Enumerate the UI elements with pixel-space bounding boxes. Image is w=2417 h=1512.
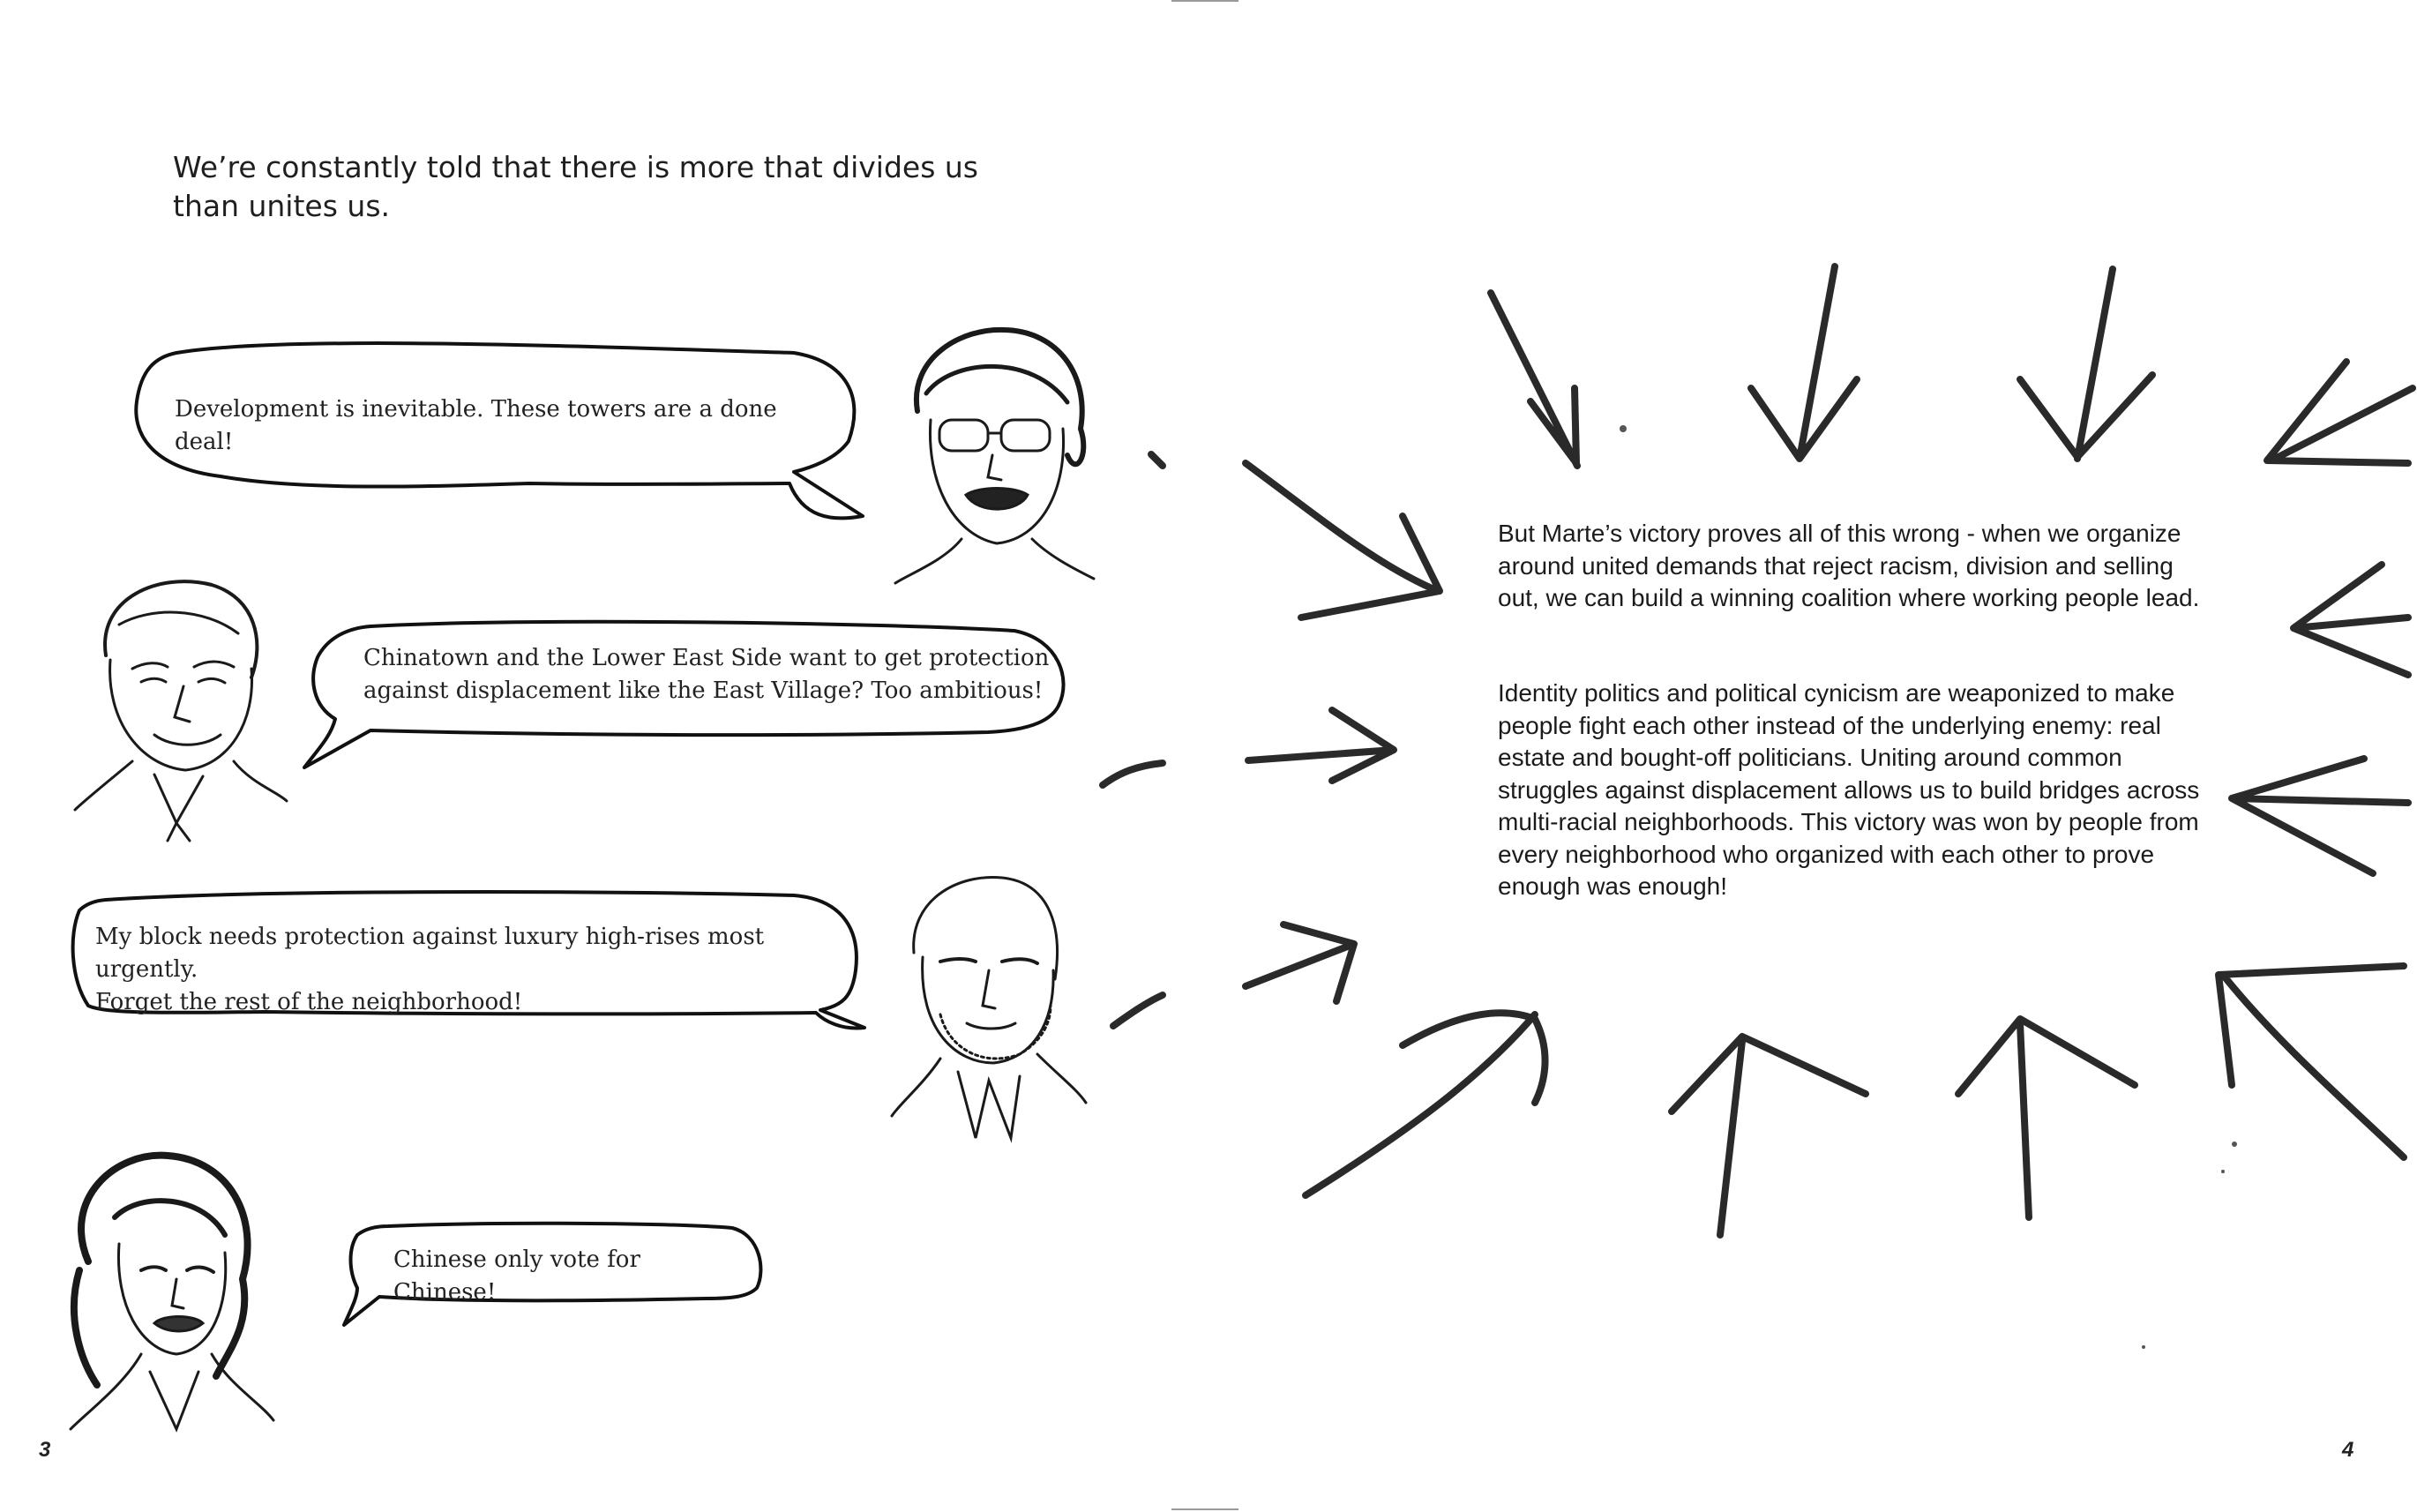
ink-speck-3 bbox=[2221, 1170, 2225, 1173]
bubble-3-text: My block needs protection against luxury high-rises most urgently. Forget the rest of the neighborhood! bbox=[95, 924, 765, 1015]
arrow-left-topright bbox=[2267, 362, 2413, 463]
ink-speck-1 bbox=[1620, 425, 1627, 432]
body-paragraph-1: But Marte’s victory proves all of this wrong - when we organize around united demands that reject racism, division and selling out, we can build a winning coalition where working people lead. bbox=[1498, 520, 2200, 611]
arrow-right-upper bbox=[1246, 463, 1440, 618]
arrow-down-2 bbox=[1751, 266, 1857, 459]
arrow-down-3 bbox=[2020, 269, 2152, 459]
arrow-stub-3 bbox=[1113, 995, 1163, 1026]
ink-speck-2 bbox=[2232, 1141, 2237, 1147]
page-number-right: 4 bbox=[2342, 1438, 2354, 1462]
arrow-down-1 bbox=[1491, 293, 1577, 466]
page-number-left: 3 bbox=[39, 1438, 51, 1462]
arrow-stub-2 bbox=[1103, 763, 1163, 785]
arrow-right-middle bbox=[1248, 710, 1394, 781]
arrow-right-lower bbox=[1246, 924, 1354, 1001]
arrow-stub-1 bbox=[1151, 454, 1163, 466]
bubble-4-text: Chinese only vote for Chinese! bbox=[393, 1246, 640, 1306]
arrow-up-right-1 bbox=[1306, 1013, 1545, 1195]
arrow-up-2 bbox=[1958, 1019, 2135, 1217]
headline: We’re constantly told that there is more that divides us than unites us. bbox=[173, 150, 978, 223]
bubble-1-text: Development is inevitable. These towers are a done deal! bbox=[175, 396, 777, 455]
arrow-up-left bbox=[2219, 966, 2404, 1157]
ink-speck-4 bbox=[2142, 1345, 2145, 1349]
arrow-up-1 bbox=[1672, 1037, 1866, 1235]
arrow-left-2 bbox=[2232, 759, 2408, 873]
bubble-2-text: Chinatown and the Lower East Side want to get protection against displacement like the East Village? Too ambitious! bbox=[363, 645, 1050, 704]
body-paragraph-2: Identity politics and political cynicism are weaponized to make people fight each other instead of the underlying enemy: real estate and bought-off politicians. Uniting around common struggles against displacement allows us to build bridges across multi-racial neighborhoods. This victory was won by people from every neighborhood who organized with each other to prove enough was enough! bbox=[1498, 679, 2200, 900]
arrow-left-1 bbox=[2294, 565, 2408, 675]
